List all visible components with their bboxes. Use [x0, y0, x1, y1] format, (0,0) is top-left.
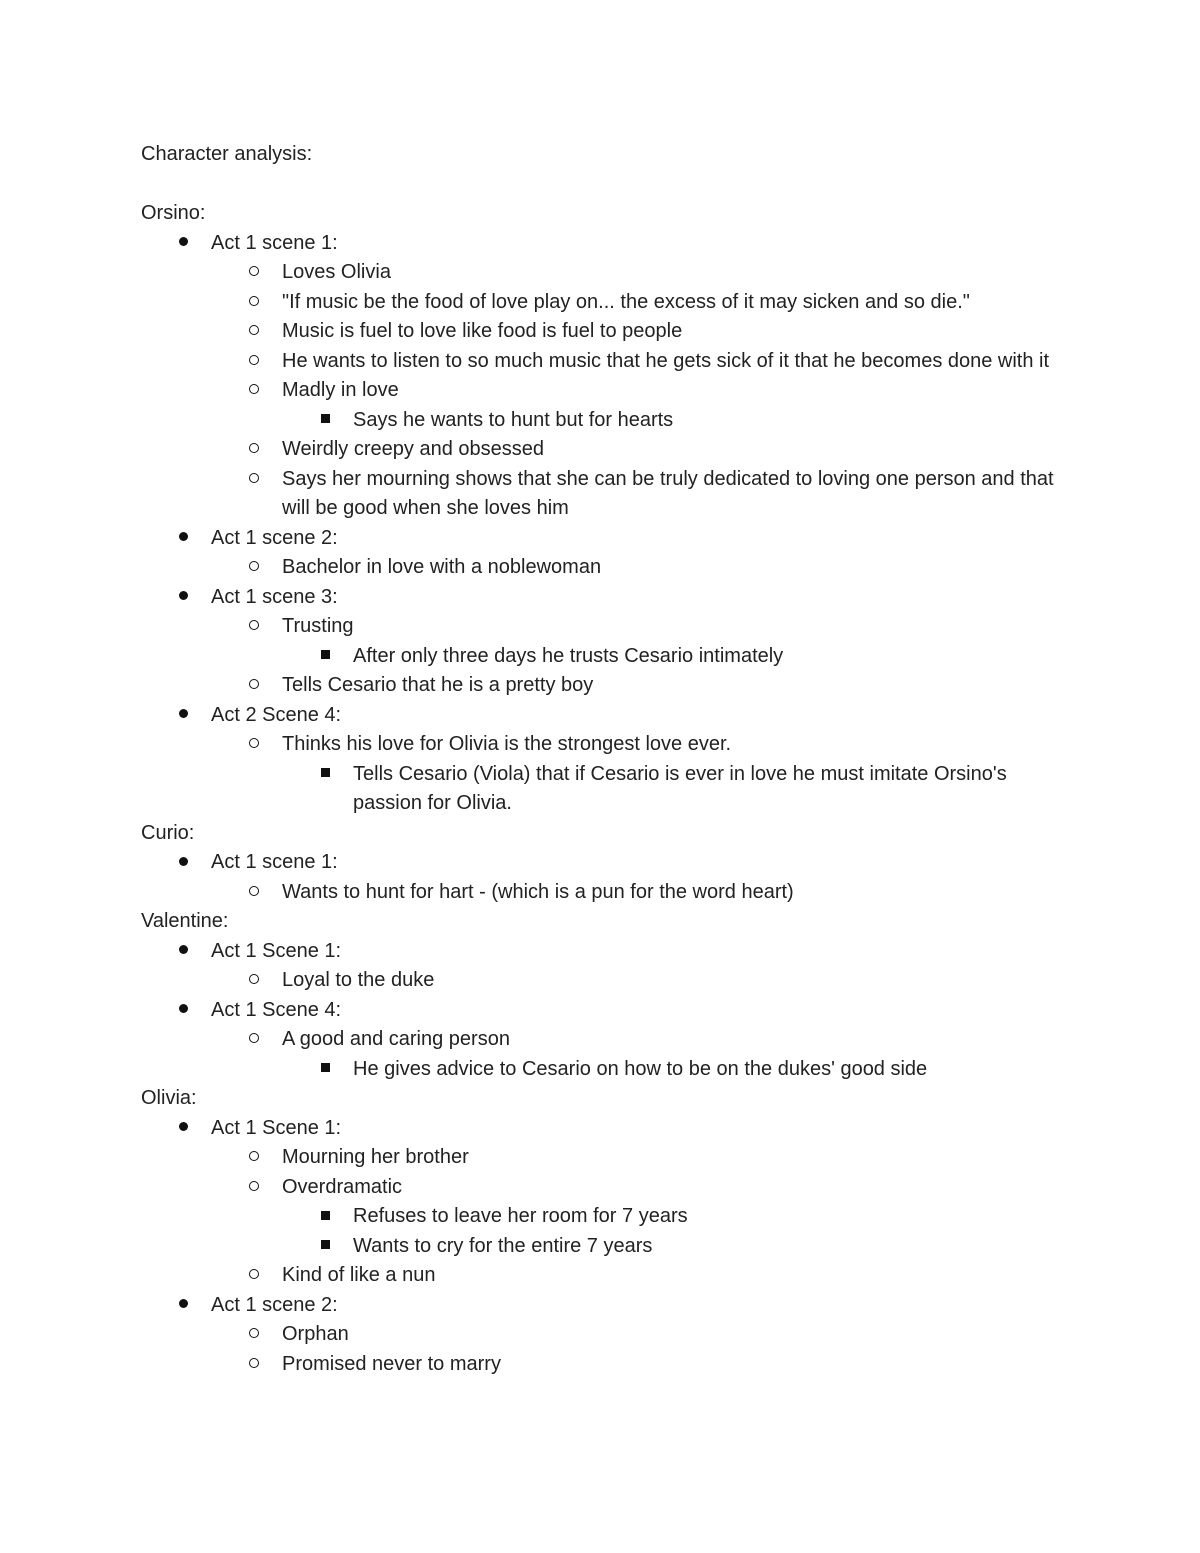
analysis-note-text: Madly in love — [282, 379, 399, 401]
square-bullet-icon — [315, 1232, 335, 1262]
scene-heading-text: Act 1 Scene 1: — [211, 1116, 342, 1139]
analysis-subnote — [141, 1055, 1061, 1085]
analysis-note-text: Loyal to the duke — [282, 969, 435, 991]
hollow-bullet-icon — [244, 730, 264, 760]
hollow-bullet-icon — [244, 1143, 264, 1173]
hollow-bullet-icon — [244, 671, 264, 701]
analysis-note — [141, 258, 1061, 288]
analysis-note-text: Overdramatic — [282, 1175, 403, 1198]
analysis-note — [141, 553, 1061, 583]
analysis-note — [141, 671, 1061, 701]
hollow-bullet-icon — [244, 1320, 264, 1350]
scene-heading-text: Act 1 Scene 1: — [211, 939, 342, 962]
square-bullet-icon — [315, 406, 335, 436]
hollow-bullet-icon — [244, 1173, 264, 1203]
analysis-note-text: Music is fuel to love like food is fuel to people — [282, 320, 683, 342]
analysis-note-text: Orphan — [282, 1323, 349, 1345]
filled-bullet-icon — [173, 229, 193, 259]
analysis-subnote-text: Says he wants to hunt but for hearts — [353, 408, 674, 431]
document-body — [141, 140, 1061, 1379]
hollow-bullet-icon — [244, 966, 264, 996]
hollow-bullet-icon — [244, 612, 264, 642]
analysis-subnote — [141, 642, 1061, 672]
analysis-note — [141, 878, 1061, 908]
character-name: Olivia: — [141, 1087, 197, 1109]
hollow-bullet-icon — [244, 1350, 264, 1380]
filled-bullet-icon — [173, 701, 193, 731]
character-name: Orsino: — [141, 202, 206, 224]
scene-heading — [141, 937, 1061, 967]
scene-heading-text: Act 1 scene 3: — [211, 585, 338, 608]
hollow-bullet-icon — [244, 878, 264, 908]
filled-bullet-icon — [173, 583, 193, 613]
analysis-subnote — [141, 1202, 1061, 1232]
scene-heading-text: Act 2 Scene 4: — [211, 703, 342, 726]
document-title: Character analysis: — [141, 143, 313, 165]
scene-heading — [141, 583, 1061, 613]
hollow-bullet-icon — [244, 553, 264, 583]
blank-line — [141, 170, 1061, 200]
scene-heading-text: Act 1 scene 2: — [211, 526, 338, 549]
scene-heading-text: Act 1 scene 2: — [211, 1293, 338, 1316]
analysis-subnote — [141, 1232, 1061, 1262]
analysis-note-text: "If music be the food of love play on... the excess of it may sicken and so die." — [282, 290, 970, 313]
analysis-note — [141, 1261, 1061, 1291]
scene-heading — [141, 1291, 1061, 1321]
filled-bullet-icon — [173, 848, 193, 878]
scene-heading-text: Act 1 Scene 4: — [211, 998, 342, 1021]
analysis-note — [141, 435, 1061, 465]
analysis-note-text: Loves Olivia — [282, 261, 391, 283]
analysis-note-text: Promised never to marry — [282, 1352, 501, 1375]
hollow-bullet-icon — [244, 1261, 264, 1291]
analysis-note-text: Tells Cesario that he is a pretty boy — [282, 674, 594, 696]
hollow-bullet-icon — [244, 288, 264, 318]
filled-bullet-icon — [173, 996, 193, 1026]
filled-bullet-icon — [173, 937, 193, 967]
analysis-note — [141, 1143, 1061, 1173]
hollow-bullet-icon — [244, 1025, 264, 1055]
analysis-note — [141, 465, 1061, 524]
square-bullet-icon — [315, 760, 335, 790]
analysis-subnote-text: He gives advice to Cesario on how to be on the dukes' good side — [353, 1057, 928, 1080]
analysis-note-text: Wants to hunt for hart - (which is a pun for the word heart) — [282, 880, 794, 903]
hollow-bullet-icon — [244, 317, 264, 347]
analysis-subnote — [141, 760, 1061, 819]
analysis-note-text: Bachelor in love with a noblewoman — [282, 556, 602, 578]
hollow-bullet-icon — [244, 258, 264, 288]
analysis-note — [141, 1350, 1061, 1380]
analysis-subnote-text: Wants to cry for the entire 7 years — [353, 1234, 653, 1257]
analysis-note — [141, 612, 1061, 642]
analysis-note — [141, 376, 1061, 406]
square-bullet-icon — [315, 1202, 335, 1232]
hollow-bullet-icon — [244, 465, 264, 495]
scene-heading — [141, 1114, 1061, 1144]
analysis-note — [141, 966, 1061, 996]
square-bullet-icon — [315, 642, 335, 672]
analysis-note — [141, 1173, 1061, 1203]
analysis-subnote-text: Tells Cesario (Viola) that if Cesario is ever in love he must imitate Orsino's passion for Olivia. — [353, 762, 1007, 814]
analysis-note-text: He wants to listen to so much music that he gets sick of it that he becomes done with it — [282, 349, 1050, 372]
scene-heading-text: Act 1 scene 1: — [211, 851, 338, 873]
hollow-bullet-icon — [244, 347, 264, 377]
analysis-note-text: Thinks his love for Olivia is the strongest love ever. — [282, 733, 732, 755]
analysis-note-text: Mourning her brother — [282, 1146, 469, 1168]
analysis-note — [141, 347, 1061, 377]
analysis-note-text: A good and caring person — [282, 1028, 510, 1050]
scene-heading — [141, 524, 1061, 554]
analysis-note — [141, 288, 1061, 318]
analysis-note — [141, 1025, 1061, 1055]
hollow-bullet-icon — [244, 435, 264, 465]
scene-heading — [141, 701, 1061, 731]
analysis-note — [141, 1320, 1061, 1350]
scene-heading — [141, 848, 1061, 878]
character-name: Curio: — [141, 821, 195, 844]
analysis-note-text: Weirdly creepy and obsessed — [282, 438, 544, 460]
hollow-bullet-icon — [244, 376, 264, 406]
scene-heading — [141, 996, 1061, 1026]
analysis-note-text: Says her mourning shows that she can be truly dedicated to loving one person and that will be good when she loves him — [282, 467, 1054, 519]
character-sections — [141, 199, 1061, 1379]
analysis-note-text: Trusting — [282, 615, 354, 637]
analysis-subnote-text: Refuses to leave her room for 7 years — [353, 1205, 688, 1227]
square-bullet-icon — [315, 1055, 335, 1085]
analysis-note — [141, 730, 1061, 760]
analysis-subnote-text: After only three days he trusts Cesario intimately — [353, 644, 784, 667]
filled-bullet-icon — [173, 1114, 193, 1144]
filled-bullet-icon — [173, 524, 193, 554]
analysis-note — [141, 317, 1061, 347]
character-name: Valentine: — [141, 910, 229, 932]
analysis-subnote — [141, 406, 1061, 436]
filled-bullet-icon — [173, 1291, 193, 1321]
scene-heading-text: Act 1 scene 1: — [211, 231, 338, 254]
scene-heading — [141, 229, 1061, 259]
analysis-note-text: Kind of like a nun — [282, 1264, 436, 1286]
